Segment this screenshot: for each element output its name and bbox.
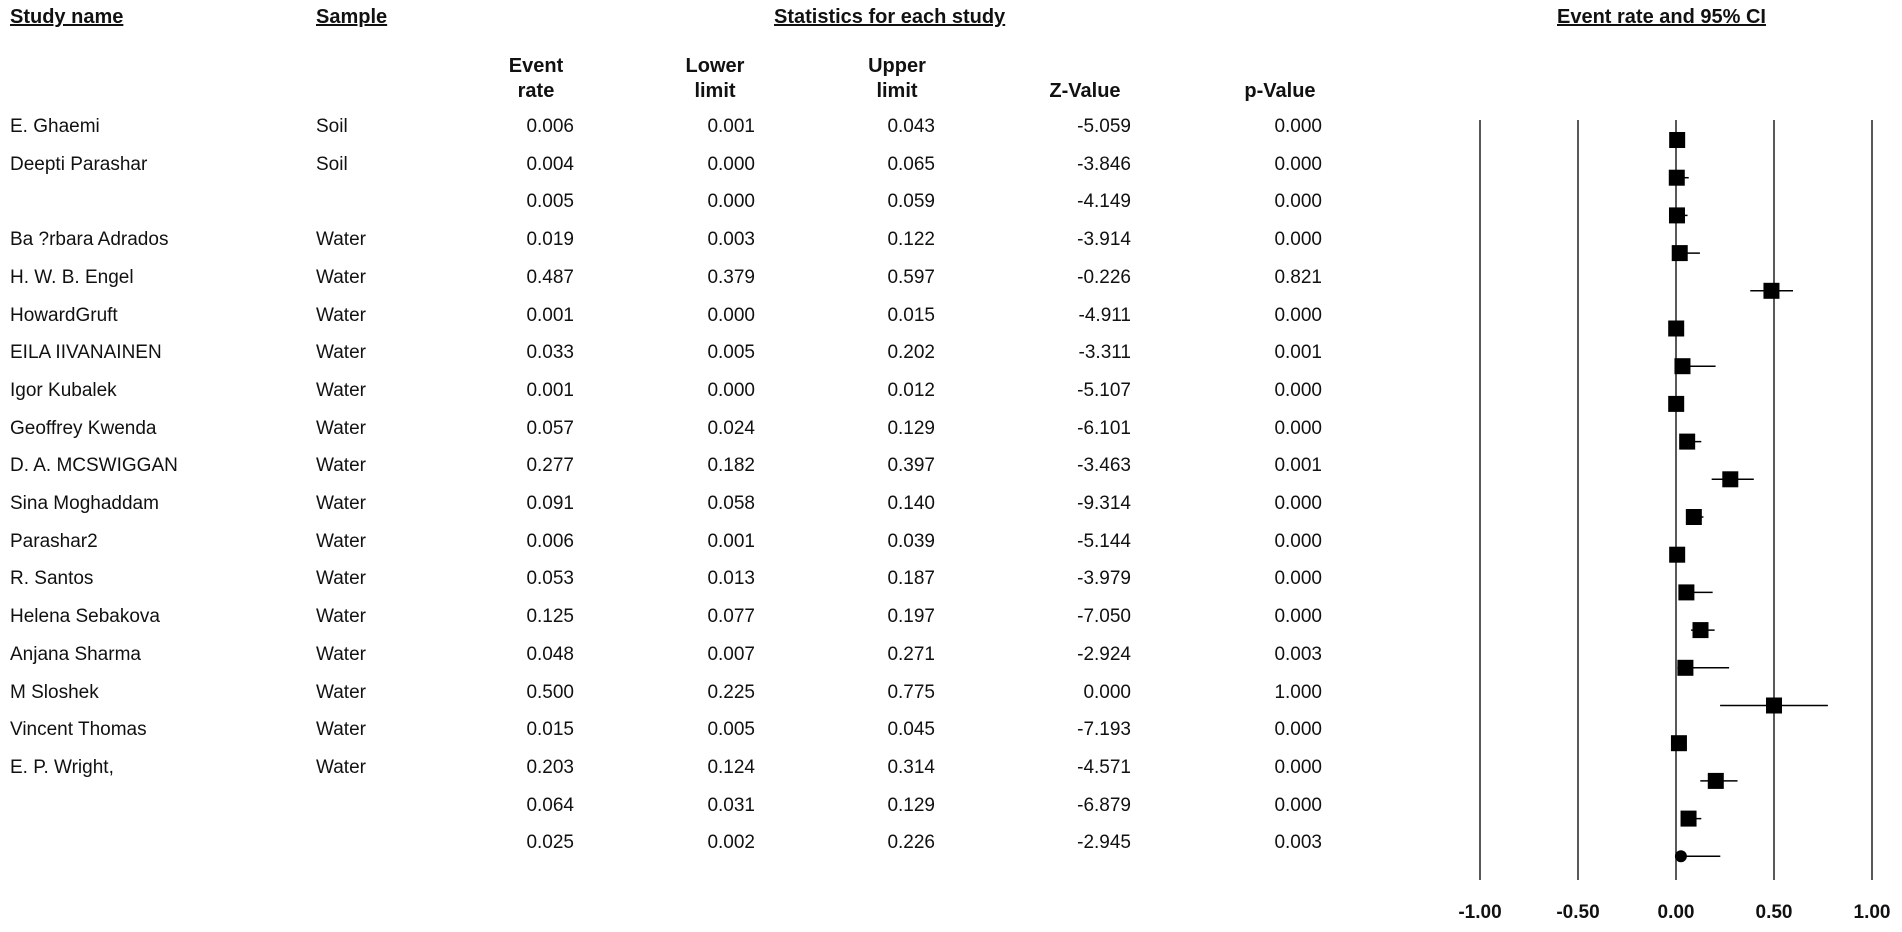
point-estimate-square xyxy=(1669,170,1685,186)
event-rate-cell: 0.001 xyxy=(526,304,574,326)
z-value-cell: -9.314 xyxy=(1077,493,1131,514)
z-value-cell: -4.911 xyxy=(1078,304,1131,326)
p-value-cell: 0.000 xyxy=(1274,304,1322,326)
sample-cell: Water xyxy=(316,493,366,514)
point-estimate-square xyxy=(1672,245,1688,261)
sample-cell: Water xyxy=(316,568,366,590)
point-estimate-square xyxy=(1708,773,1724,789)
x-tick-label: 0.50 xyxy=(1755,902,1793,923)
sample-header: Sample xyxy=(316,6,388,28)
point-estimate-square xyxy=(1679,434,1695,450)
study-name-cell: R. Santos xyxy=(10,568,94,590)
point-estimate-square xyxy=(1671,735,1687,751)
study-name-cell: Parashar2 xyxy=(10,530,98,552)
study-name-cell: Geoffrey Kwenda xyxy=(10,417,157,439)
upper-limit-cell: 0.197 xyxy=(887,606,935,628)
event-rate-cell: 0.033 xyxy=(526,342,574,364)
point-estimate-circle xyxy=(1675,850,1687,862)
sample-cell: Water xyxy=(316,266,366,288)
lower-limit-cell: 0.000 xyxy=(707,153,755,175)
point-estimate-square xyxy=(1677,660,1693,676)
upper-limit-cell: 0.187 xyxy=(887,568,935,590)
sample-cell: Soil xyxy=(316,153,348,175)
study-marker xyxy=(1674,358,1715,374)
event-rate-cell: 0.203 xyxy=(526,756,574,778)
study-marker xyxy=(1750,283,1793,299)
point-estimate-square xyxy=(1669,207,1685,223)
study-name-cell: EILA IIVANAINEN xyxy=(10,342,162,364)
point-estimate-square xyxy=(1678,584,1694,600)
study-name-cell: Deepti Parashar xyxy=(10,153,148,175)
lower-limit-cell: 0.002 xyxy=(707,832,755,854)
study-name-cell: Sina Moghaddam xyxy=(10,493,159,514)
lower-limit-cell: 0.007 xyxy=(707,643,755,665)
upper-limit-cell: 0.045 xyxy=(887,719,935,741)
lower-limit-cell: 0.003 xyxy=(707,229,755,251)
point-estimate-square xyxy=(1763,283,1779,299)
study-marker xyxy=(1672,245,1700,261)
point-estimate-square xyxy=(1668,396,1684,412)
sample-cell: Water xyxy=(316,229,366,251)
z-value-cell: -3.463 xyxy=(1077,455,1131,477)
p-value-cell: 0.000 xyxy=(1274,530,1322,552)
study-marker xyxy=(1669,547,1685,563)
p-value-cell: 1.000 xyxy=(1274,681,1322,703)
point-estimate-square xyxy=(1669,547,1685,563)
upper-limit-cell: 0.129 xyxy=(887,794,935,816)
event-rate-cell: 0.006 xyxy=(526,530,574,552)
sample-cell: Water xyxy=(316,681,366,703)
event-rate-cell: 0.277 xyxy=(526,455,574,477)
study-marker xyxy=(1678,584,1712,600)
lower-limit-cell: 0.013 xyxy=(707,568,755,590)
upper-limit-cell: 0.122 xyxy=(887,229,935,251)
z-value-cell: -6.101 xyxy=(1077,417,1131,439)
sample-cell: Water xyxy=(316,756,366,778)
event-rate-cell: 0.015 xyxy=(526,719,574,741)
upper-limit-cell: 0.140 xyxy=(887,493,935,514)
p-value-cell: 0.000 xyxy=(1274,719,1322,741)
event-rate-cell: 0.005 xyxy=(526,191,574,213)
z-value-cell: -6.879 xyxy=(1077,794,1131,816)
z-value-cell: 0.000 xyxy=(1083,681,1131,703)
p-value-cell: 0.000 xyxy=(1274,153,1322,175)
study-name-cell: E. Ghaemi xyxy=(10,116,100,137)
point-estimate-square xyxy=(1766,698,1782,714)
event-rate-cell: 0.048 xyxy=(526,643,574,665)
z-value-cell: -4.571 xyxy=(1077,756,1131,778)
lower-limit-header-line1: Lower xyxy=(685,55,745,77)
upper-limit-cell: 0.202 xyxy=(887,342,935,364)
study-name-cell: E. P. Wright, xyxy=(10,756,114,778)
lower-limit-header-line2: limit xyxy=(694,80,736,102)
upper-limit-cell: 0.129 xyxy=(887,417,935,439)
upper-limit-cell: 0.775 xyxy=(887,681,935,703)
z-value-header: Z-Value xyxy=(1049,80,1121,102)
point-estimate-square xyxy=(1693,622,1709,638)
sample-cell: Water xyxy=(316,719,366,741)
p-value-cell: 0.000 xyxy=(1274,379,1322,401)
upper-limit-cell: 0.043 xyxy=(887,116,935,137)
study-name-cell: D. A. MCSWIGGAN xyxy=(10,455,178,477)
upper-limit-cell: 0.015 xyxy=(887,304,935,326)
point-estimate-square xyxy=(1722,471,1738,487)
p-value-cell: 0.003 xyxy=(1274,643,1322,665)
event-rate-cell: 0.487 xyxy=(526,266,574,288)
study-marker xyxy=(1668,321,1684,337)
upper-limit-header-line1: Upper xyxy=(868,55,926,77)
study-marker xyxy=(1677,660,1729,676)
upper-limit-cell: 0.012 xyxy=(887,379,935,401)
sample-cell: Soil xyxy=(316,116,348,137)
study-marker xyxy=(1700,773,1737,789)
lower-limit-cell: 0.005 xyxy=(707,719,755,741)
event-rate-cell: 0.053 xyxy=(526,568,574,590)
p-value-cell: 0.000 xyxy=(1274,568,1322,590)
z-value-cell: -4.149 xyxy=(1077,191,1131,213)
z-value-cell: -5.107 xyxy=(1077,379,1131,401)
z-value-cell: -3.311 xyxy=(1078,342,1131,364)
sample-cell: Water xyxy=(316,304,366,326)
x-tick-label: 0.00 xyxy=(1657,902,1695,923)
study-marker xyxy=(1675,850,1720,862)
p-value-cell: 0.000 xyxy=(1274,756,1322,778)
sample-cell: Water xyxy=(316,530,366,552)
upper-limit-cell: 0.039 xyxy=(887,530,935,552)
lower-limit-cell: 0.000 xyxy=(707,379,755,401)
lower-limit-cell: 0.005 xyxy=(707,342,755,364)
x-tick-label: -0.50 xyxy=(1556,902,1600,923)
study-marker xyxy=(1668,396,1684,412)
upper-limit-cell: 0.065 xyxy=(887,153,935,175)
study-marker xyxy=(1669,170,1689,186)
event-rate-cell: 0.019 xyxy=(526,229,574,251)
sample-cell: Water xyxy=(316,342,366,364)
study-marker xyxy=(1681,811,1702,827)
p-value-cell: 0.001 xyxy=(1274,342,1322,364)
lower-limit-cell: 0.000 xyxy=(707,304,755,326)
lower-limit-cell: 0.001 xyxy=(707,116,755,137)
event-rate-header-line1: Event xyxy=(508,55,564,77)
p-value-cell: 0.000 xyxy=(1274,417,1322,439)
sample-cell: Water xyxy=(316,606,366,628)
plot-title: Event rate and 95% CI xyxy=(1557,6,1766,28)
z-value-cell: -7.193 xyxy=(1077,719,1131,741)
study-marker xyxy=(1669,207,1688,223)
study-marker xyxy=(1686,509,1704,525)
lower-limit-cell: 0.000 xyxy=(707,191,755,213)
x-tick-label: -1.00 xyxy=(1458,902,1502,923)
z-value-cell: -3.979 xyxy=(1077,568,1131,590)
upper-limit-cell: 0.059 xyxy=(887,191,935,213)
upper-limit-cell: 0.226 xyxy=(887,832,935,854)
point-estimate-square xyxy=(1674,358,1690,374)
upper-limit-header-line2: limit xyxy=(876,80,918,102)
lower-limit-cell: 0.031 xyxy=(707,794,755,816)
event-rate-header-line2: rate xyxy=(517,80,555,102)
p-value-cell: 0.821 xyxy=(1274,266,1322,288)
study-name-cell: Ba ?rbara Adrados xyxy=(10,229,169,251)
z-value-cell: -7.050 xyxy=(1077,606,1131,628)
lower-limit-cell: 0.124 xyxy=(707,756,755,778)
study-name-cell: Vincent Thomas xyxy=(10,719,147,741)
upper-limit-cell: 0.314 xyxy=(887,756,935,778)
event-rate-cell: 0.025 xyxy=(526,832,574,854)
lower-limit-cell: 0.058 xyxy=(707,493,755,514)
p-value-cell: 0.000 xyxy=(1274,116,1322,137)
point-estimate-square xyxy=(1686,509,1702,525)
study-name-header: Study name xyxy=(10,6,124,28)
study-name-cell: Anjana Sharma xyxy=(10,643,141,665)
event-rate-cell: 0.125 xyxy=(526,606,574,628)
study-marker xyxy=(1712,471,1754,487)
upper-limit-cell: 0.397 xyxy=(887,455,935,477)
sample-cell: Water xyxy=(316,643,366,665)
event-rate-cell: 0.091 xyxy=(526,493,574,514)
study-marker xyxy=(1691,622,1715,638)
lower-limit-cell: 0.379 xyxy=(707,266,755,288)
lower-limit-cell: 0.225 xyxy=(707,681,755,703)
z-value-cell: -5.144 xyxy=(1077,530,1131,552)
lower-limit-cell: 0.182 xyxy=(707,455,755,477)
sample-cell: Water xyxy=(316,455,366,477)
z-value-cell: -2.924 xyxy=(1077,643,1131,665)
study-name-cell: Helena Sebakova xyxy=(10,606,160,628)
study-marker xyxy=(1671,735,1687,751)
z-value-cell: -2.945 xyxy=(1077,832,1131,854)
x-tick-label: 1.00 xyxy=(1853,902,1891,923)
study-name-cell: M Sloshek xyxy=(10,681,99,703)
study-marker xyxy=(1720,698,1828,714)
lower-limit-cell: 0.024 xyxy=(707,417,755,439)
event-rate-cell: 0.057 xyxy=(526,417,574,439)
event-rate-cell: 0.001 xyxy=(526,379,574,401)
event-rate-cell: 0.006 xyxy=(526,116,574,137)
p-value-cell: 0.000 xyxy=(1274,493,1322,514)
p-value-cell: 0.000 xyxy=(1274,794,1322,816)
study-name-cell: Igor Kubalek xyxy=(10,379,117,401)
z-value-cell: -0.226 xyxy=(1077,266,1131,288)
p-value-cell: 0.003 xyxy=(1274,832,1322,854)
event-rate-cell: 0.500 xyxy=(526,681,574,703)
study-marker xyxy=(1679,434,1701,450)
sample-cell: Water xyxy=(316,379,366,401)
p-value-cell: 0.001 xyxy=(1274,455,1322,477)
lower-limit-cell: 0.077 xyxy=(707,606,755,628)
event-rate-cell: 0.064 xyxy=(526,794,574,816)
study-marker xyxy=(1669,132,1685,148)
lower-limit-cell: 0.001 xyxy=(707,530,755,552)
study-name-cell: HowardGruft xyxy=(10,304,118,326)
z-value-cell: -3.846 xyxy=(1077,153,1131,175)
upper-limit-cell: 0.271 xyxy=(887,643,935,665)
point-estimate-square xyxy=(1669,132,1685,148)
study-name-cell: H. W. B. Engel xyxy=(10,266,134,288)
z-value-cell: -3.914 xyxy=(1077,229,1131,251)
p-value-cell: 0.000 xyxy=(1274,229,1322,251)
point-estimate-square xyxy=(1681,811,1697,827)
p-value-cell: 0.000 xyxy=(1274,606,1322,628)
z-value-cell: -5.059 xyxy=(1077,116,1131,137)
point-estimate-square xyxy=(1668,321,1684,337)
upper-limit-cell: 0.597 xyxy=(887,266,935,288)
p-value-header: p-Value xyxy=(1244,80,1316,102)
sample-cell: Water xyxy=(316,417,366,439)
p-value-cell: 0.000 xyxy=(1274,191,1322,213)
statistics-header: Statistics for each study xyxy=(774,6,1006,28)
event-rate-cell: 0.004 xyxy=(526,153,574,175)
